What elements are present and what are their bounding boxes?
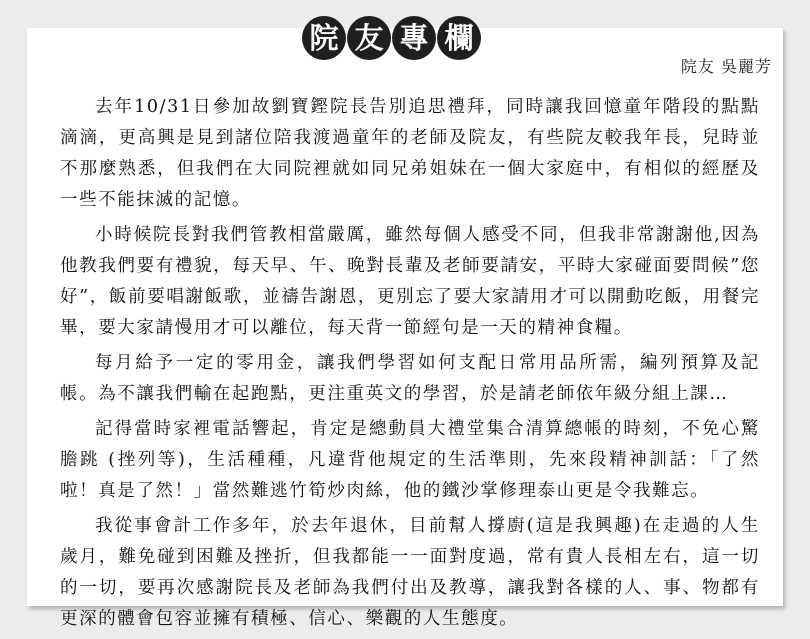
article-paragraph-3: 每月給予一定的零用金，讓我們學習如何支配日常用品所需，編列預算及記帳。為不讓我們輸在起跑點，更注重英文的學習，於是請老師依年級分組上課… [60, 353, 760, 404]
column-title [302, 16, 481, 60]
column-header [28, 4, 782, 76]
title-char-1: 院 [302, 16, 346, 60]
title-char-2: 友 [347, 16, 391, 60]
title-char-3: 專 [392, 16, 436, 60]
article-paragraph-4: 記得當時家裡電話響起，肯定是總動員大禮堂集合清算總帳的時刻，不免心驚膽跳 (挫列等)，生活種種，凡違背他規定的生活準則，先來段精神訓話：「了然啦！真是了然！」當然難逃竹筍炒肉絲，他的鐵沙掌修理泰山更是令我難忘。 [60, 419, 760, 501]
article-body [60, 92, 760, 639]
article-paragraph-2: 小時候院長對我們管教相當嚴厲，雖然每個人感受不同，但我非常謝謝他,因為他教我們要有禮貌，每天早、午、晚對長輩及老師要請安，平時大家碰面要問候”您好”，飯前要唱謝飯歌，並禱告謝恩，更別忘了要大家請用才可以開動吃飯，用餐完畢，要大家請慢用才可以離位，每天背一節經句是一天的精神食糧。 [60, 225, 760, 338]
title-char-4: 欄 [437, 16, 481, 60]
article-paragraph-1: 去年10/31日參加故劉寶鏗院長告別追思禮拜，同時讓我回憶童年階段的點點滴滴，更高興是見到諸位陪我渡過童年的老師及院友，有些院友較我年長，兒時並不那麼熟悉，但我們在大同院裡就如同兄弟姐妹在一個大家庭中，有相似的經歷及一些不能抹滅的記憶。 [60, 97, 760, 210]
article-paragraph-5: 我從事會計工作多年，於去年退休，目前幫人撐廚(這是我興趣)在走過的人生歲月，難免碰到困難及挫折，但我都能一一面對度過，常有貴人長相左右，這一切的一切，要再次感謝院長及老師為我們付出及教導，讓我對各樣的人、事、物都有更深的體會包容並擁有積極、信心、樂觀的人生態度。 [60, 516, 760, 629]
author-byline: 院友 吳麗芳 [680, 57, 772, 76]
